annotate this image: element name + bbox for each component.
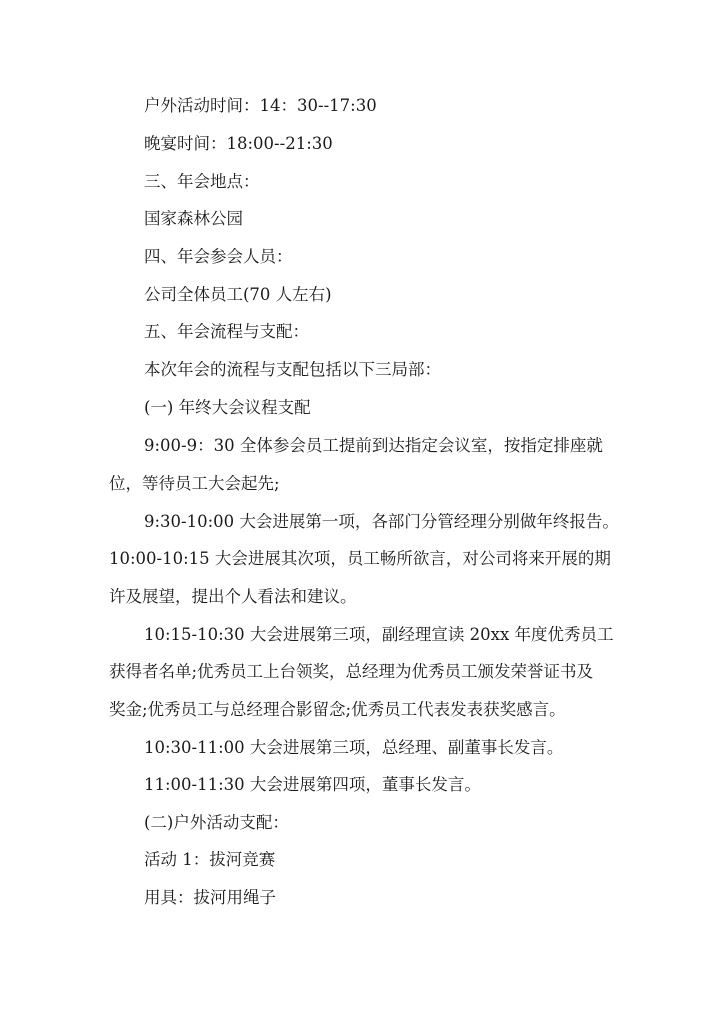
subsection-heading-outdoor: (二)户外活动支配：: [144, 813, 289, 832]
agenda-item-3-line-2: 许及展望，提出个人看法和建议。: [109, 587, 357, 606]
agenda-item-1-line-1: 9:00-9：30 全体参会员工提前到达指定会议室，按指定排座就: [144, 436, 603, 455]
agenda-item-4-line-2: 获得者名单;优秀员工上台领奖，总经理为优秀员工颁发荣誉证书及: [109, 662, 594, 681]
section-heading-venue: 三、年会地点：: [144, 172, 260, 191]
dinner-time: 晚宴时间：18:00--21:30: [144, 134, 333, 153]
agenda-item-3-line-1: 10:00-10:15 大会进展其次项，员工畅所欲言，对公司将来开展的期: [109, 549, 611, 568]
outdoor-activity-time: 户外活动时间：14：30--17:30: [144, 96, 377, 115]
agenda-item-4-line-3: 奖金;优秀员工与总经理合影留念;优秀员工代表发表获奖感言。: [109, 700, 566, 719]
attendees-text: 公司全体员工(70 人左右): [144, 285, 332, 304]
agenda-item-2: 9:30-10:00 大会进展第一项，各部门分管经理分别做年终报告。: [144, 512, 619, 531]
activity-1-equipment: 用具：拔河用绳子: [144, 888, 276, 907]
agenda-item-6: 11:00-11:30 大会进展第四项，董事长发言。: [144, 775, 481, 794]
agenda-item-5: 10:30-11:00 大会进展第三项，总经理、副董事长发言。: [144, 738, 564, 757]
schedule-intro: 本次年会的流程与支配包括以下三局部：: [144, 360, 441, 379]
agenda-item-1-line-2: 位，等待员工大会起先;: [109, 474, 280, 493]
activity-1-title: 活动 1：拔河竞赛: [144, 850, 276, 869]
section-heading-attendees: 四、年会参会人员：: [144, 247, 293, 266]
agenda-item-4-line-1: 10:15-10:30 大会进展第三项，副经理宣读 20xx 年度优秀员工: [144, 625, 614, 644]
subsection-heading-meeting: (一) 年终大会议程支配: [144, 398, 311, 417]
venue-text: 国家森林公园: [144, 209, 243, 228]
section-heading-schedule: 五、年会流程与支配：: [144, 322, 309, 341]
